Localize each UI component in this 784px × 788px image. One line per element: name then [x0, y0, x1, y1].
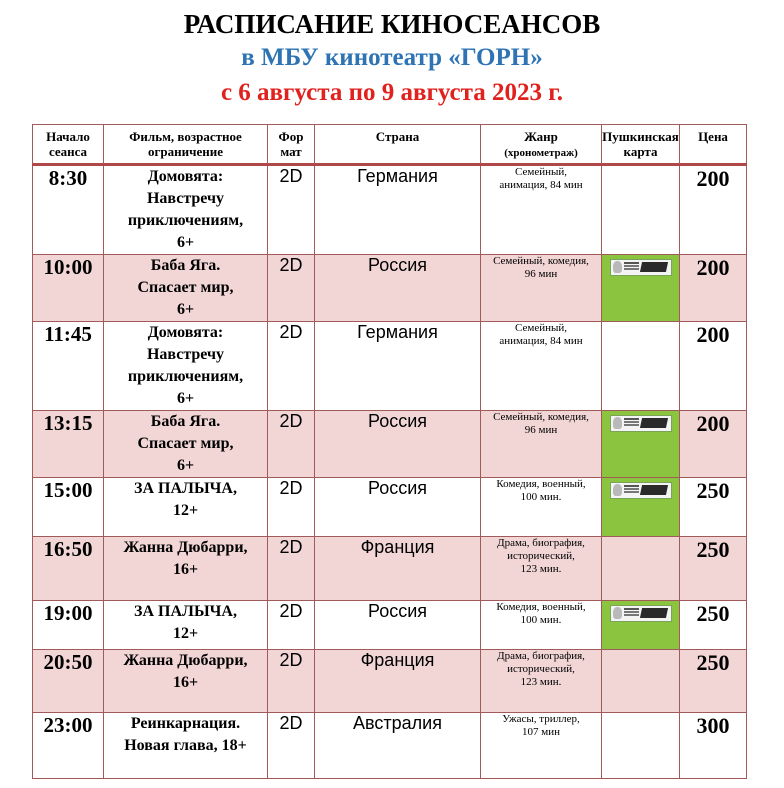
column-header-film: Фильм, возрастное ограничение — [104, 125, 268, 165]
film-country: Россия — [315, 255, 481, 322]
session-time: 11:45 — [33, 322, 104, 411]
pushkin-card-badge-icon — [610, 415, 672, 432]
pushkin-card-badge-icon — [610, 605, 672, 622]
film-title: Жанна Дюбарри, 16+ — [104, 650, 268, 713]
column-header-country: Страна — [315, 125, 481, 165]
film-title: Реинкарнация. Новая глава, 18+ — [104, 713, 268, 779]
column-header-pushkin: Пушкинская карта — [602, 125, 680, 165]
session-time: 15:00 — [33, 478, 104, 537]
pushkin-card-cell — [602, 601, 680, 650]
film-genre: Комедия, военный, 100 мин. — [481, 478, 602, 537]
film-format: 2D — [268, 537, 315, 601]
table-row — [33, 255, 747, 322]
session-time: 23:00 — [33, 713, 104, 779]
column-header-start: Начало сеанса — [33, 125, 104, 165]
ticket-price: 300 — [680, 713, 747, 779]
pushkin-card-cell — [602, 713, 680, 779]
table-row — [33, 713, 747, 779]
film-title: Домовята: Навстречу приключениям, 6+ — [104, 165, 268, 255]
film-format: 2D — [268, 411, 315, 478]
film-country: Россия — [315, 411, 481, 478]
schedule-rows — [33, 165, 747, 779]
table-row — [33, 165, 747, 255]
film-format: 2D — [268, 165, 315, 255]
film-format: 2D — [268, 478, 315, 537]
film-genre: Семейный, комедия, 96 мин — [481, 255, 602, 322]
film-country: Россия — [315, 478, 481, 537]
film-country: Австралия — [315, 713, 481, 779]
column-header-price: Цена — [680, 125, 747, 165]
pushkin-card-badge-icon — [610, 259, 672, 276]
ticket-price: 200 — [680, 165, 747, 255]
ticket-price: 250 — [680, 537, 747, 601]
ticket-price: 250 — [680, 650, 747, 713]
session-time: 8:30 — [33, 165, 104, 255]
session-time: 13:15 — [33, 411, 104, 478]
pushkin-card-cell — [602, 537, 680, 601]
pushkin-card-cell — [602, 322, 680, 411]
session-time: 10:00 — [33, 255, 104, 322]
film-genre: Комедия, военный, 100 мин. — [481, 601, 602, 650]
page-title: РАСПИСАНИЕ КИНОСЕАНСОВ — [183, 9, 601, 39]
film-genre: Ужасы, триллер, 107 мин — [481, 713, 602, 779]
table-row — [33, 411, 747, 478]
film-title: ЗА ПАЛЫЧА, 12+ — [104, 601, 268, 650]
table-header-row — [33, 125, 747, 165]
film-format: 2D — [268, 601, 315, 650]
table-row — [33, 322, 747, 411]
film-title: Баба Яга. Спасает мир, 6+ — [104, 411, 268, 478]
film-title: Домовята: Навстречу приключениям, 6+ — [104, 322, 268, 411]
film-country: Франция — [315, 537, 481, 601]
film-country: Франция — [315, 650, 481, 713]
pushkin-card-cell — [602, 165, 680, 255]
session-time: 19:00 — [33, 601, 104, 650]
film-title: Жанна Дюбарри, 16+ — [104, 537, 268, 601]
ticket-price: 200 — [680, 255, 747, 322]
session-time: 20:50 — [33, 650, 104, 713]
film-genre: Драма, биография, исторический, 123 мин. — [481, 650, 602, 713]
table-row — [33, 537, 747, 601]
film-format: 2D — [268, 255, 315, 322]
pushkin-card-badge-icon — [610, 482, 672, 499]
ticket-price: 200 — [680, 322, 747, 411]
schedule-table — [32, 124, 747, 779]
table-row — [33, 601, 747, 650]
column-header-format: Фор мат — [268, 125, 315, 165]
film-format: 2D — [268, 650, 315, 713]
table-row — [33, 650, 747, 713]
ticket-price: 250 — [680, 478, 747, 537]
ticket-price: 250 — [680, 601, 747, 650]
pushkin-card-cell — [602, 411, 680, 478]
table-row — [33, 478, 747, 537]
film-format: 2D — [268, 322, 315, 411]
pushkin-card-cell — [602, 650, 680, 713]
film-country: Германия — [315, 165, 481, 255]
film-genre: Семейный, анимация, 84 мин — [481, 165, 602, 255]
film-genre: Семейный, анимация, 84 мин — [481, 322, 602, 411]
column-header-genre: Жанр (хронометраж) — [481, 125, 602, 165]
session-time: 16:50 — [33, 537, 104, 601]
date-range: с 6 августа по 9 августа 2023 г. — [220, 79, 564, 106]
film-title: Баба Яга. Спасает мир, 6+ — [104, 255, 268, 322]
film-title: ЗА ПАЛЫЧА, 12+ — [104, 478, 268, 537]
ticket-price: 200 — [680, 411, 747, 478]
film-country: Россия — [315, 601, 481, 650]
cinema-name: в МБУ кинотеатр «ГОРН» — [241, 44, 543, 71]
film-format: 2D — [268, 713, 315, 779]
film-genre: Драма, биография, исторический, 123 мин. — [481, 537, 602, 601]
pushkin-card-cell — [602, 255, 680, 322]
film-country: Германия — [315, 322, 481, 411]
film-genre: Семейный, комедия, 96 мин — [481, 411, 602, 478]
pushkin-card-cell — [602, 478, 680, 537]
